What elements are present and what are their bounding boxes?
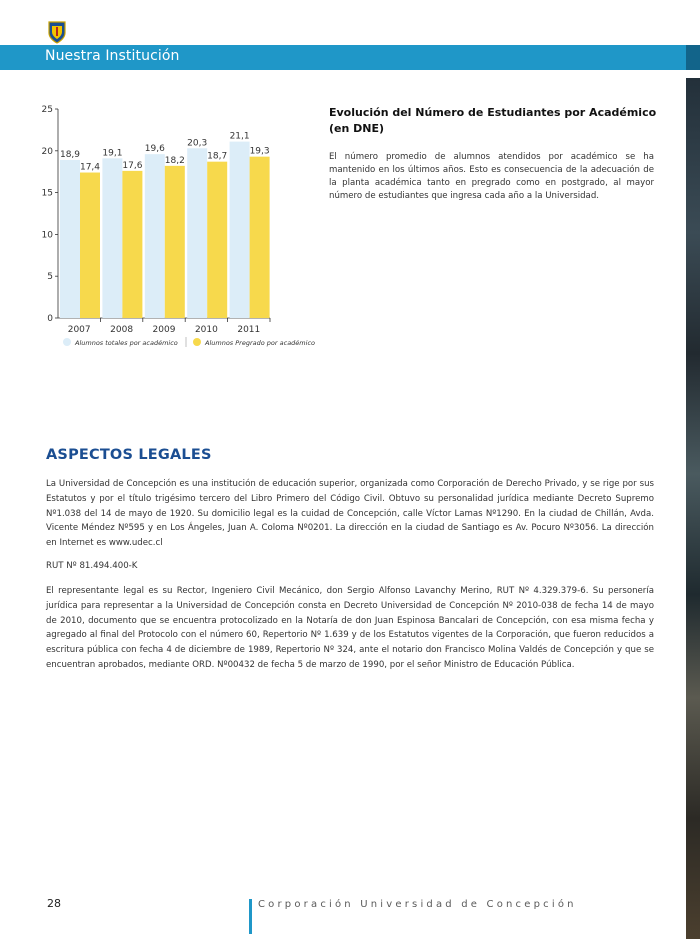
data-label: 20,3 (187, 138, 208, 149)
section-header-band (0, 45, 700, 70)
x-tick-label: 2010 (194, 325, 218, 335)
legal-heading: ASPECTOS LEGALES (46, 447, 212, 463)
x-tick-label: 2011 (237, 325, 261, 335)
y-tick-label: 5 (47, 272, 53, 283)
bar-total (230, 142, 250, 318)
data-label: 19,1 (102, 148, 123, 159)
y-tick-label: 20 (41, 146, 53, 157)
bar-total (102, 158, 122, 318)
y-tick-label: 15 (41, 188, 53, 199)
rut-text: RUT Nº 81.494.400-K (46, 561, 138, 571)
y-tick-label: 0 (47, 314, 53, 324)
section-title: Nuestra Institución (45, 48, 180, 64)
bar-pregrado (80, 173, 100, 318)
page-number: 28 (47, 897, 61, 910)
data-label: 18,9 (59, 149, 81, 160)
y-tick-label: 25 (41, 105, 53, 115)
data-label: 21,1 (229, 131, 250, 142)
legend-swatch-total (63, 338, 71, 346)
footer-rule (249, 899, 252, 934)
decorative-photo-strip (686, 78, 700, 939)
bar-pregrado (250, 157, 270, 318)
legal-paragraph-2: El representante legal es su Rector, Ingeniero Civil Mecánico, don Sergio Alfonso Lavanchy Merino, RUT Nº 4.329.379-6. Su personería jurídica para representar a la Universidad de Concepción consta en Decreto Universidad de Concepción Nº 2010-038 de fecha 14 de mayo de 2010, documento que se encuentra protocolizado en la Notaría de don Juan Espinosa Bancalari de Concepción, con esa misma fecha y agregado al final del Protocolo con el número 60, Repertorio Nº 1.639 y de los Estatutos vigentes de la Corporación, que fueron reducidos a escritura pública con fecha 4 de diciembre de 1989, Repertorio Nº 324, ante el notario don Francisco Molina Valdés de Concepción y que se encuentran aprobados, mediante ORD. Nº00432 de fecha 5 de marzo de 1990, por el señor Ministro de Educación Pública. (46, 586, 654, 670)
data-label: 17,6 (122, 160, 143, 171)
bar-pregrado (165, 166, 185, 318)
data-label: 18,7 (207, 151, 228, 162)
x-tick-label: 2009 (152, 325, 176, 335)
y-tick-label: 10 (41, 230, 53, 241)
legend-label-total: Alumnos totales por académico (75, 339, 178, 347)
students-per-academic-chart (30, 100, 326, 356)
legend-label-pregrado: Alumnos Pregrado por académico (205, 339, 315, 347)
legal-paragraph-1: La Universidad de Concepción es una institución de educación superior, organizada como Corporación de Derecho Privado, y se rige por sus Estatutos y por el título trigésimo tercero del Libro Primero del Código Civil. Obtuvo su personalidad jurídica mediante Decreto Supremo Nº1.038 del 14 de mayo de 1920. Su domicilio legal es la cuidad de Concepción, calle Víctor Lamas Nº1290. En la ciudad de Chillán, Avda. Vicente Méndez Nº595 y en Los Ángeles, Juan A. Coloma Nº0201. La dirección en la ciudad de Santiago es Av. Pocuro Nº3056. La dirección en Internet es www.udec.cl (46, 479, 654, 549)
footer-publisher: Corporación Universidad de Concepción (258, 899, 577, 910)
data-label: 19,6 (144, 144, 165, 155)
data-label: 17,4 (79, 162, 101, 173)
bar-pregrado (207, 162, 227, 318)
x-tick-label: 2008 (110, 325, 134, 335)
university-shield-icon (47, 20, 67, 44)
x-tick-label: 2007 (67, 325, 91, 335)
bar-total (145, 154, 165, 318)
legend-swatch-pregrado (193, 338, 201, 346)
band-edge (686, 45, 700, 70)
data-label: 19,3 (249, 146, 270, 157)
chart-title: Evolución del Número de Estudiantes por Académico (en DNE) (329, 106, 657, 135)
bar-total (187, 148, 207, 318)
chart-description: El número promedio de alumnos atendidos por académico se ha mantenido en los últimos años. Esto es consecuencia de la adecuación de la planta académica tanto en pregrado como en postgrado, al mayor número de estudiantes que ingresa cada año a la Universidad. (329, 152, 654, 201)
bar-total (60, 160, 80, 318)
data-label: 18,2 (164, 155, 185, 166)
bar-pregrado (122, 171, 142, 318)
